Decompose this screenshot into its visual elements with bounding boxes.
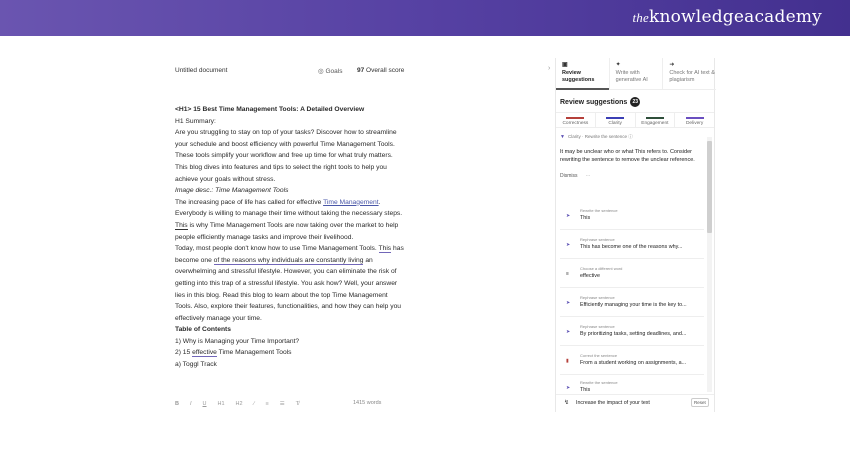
flagged-word-effective[interactable]: effective — [192, 349, 217, 357]
target-icon: ◎ — [318, 68, 324, 75]
suggestions-panel — [555, 58, 715, 412]
suggestion-item[interactable]: ➤ Rephrase sentence By prioritizing tasks, setting deadlines, and... — [560, 318, 704, 346]
expanded-suggestion-card[interactable]: ▼ Clarity · Rewrite the sentence ⓘ It may be unclear who or what This refers to. Consider rewriting the sentence to remove the unclear reference. Dismiss ⋯ — [560, 134, 705, 179]
clear-format-icon[interactable]: T̸ — [295, 401, 300, 407]
rephrase-icon: ➤ — [566, 329, 571, 335]
toc-item-2a: a) Toggl Track — [175, 361, 217, 369]
category-correctness[interactable]: Correctness — [556, 113, 596, 127]
underline-button[interactable]: U — [202, 401, 207, 407]
rewrite-icon: ➤ — [566, 213, 571, 219]
link-icon[interactable]: ∕ — [253, 401, 255, 407]
rephrase-icon: ➤ — [566, 242, 571, 248]
document-header — [175, 65, 535, 79]
time-management-link[interactable]: Time Management — [323, 198, 379, 206]
summary-paragraph: Are you struggling to stay on top of your tasks? Discover how to streamline your schedule and boost efficiency with powerful Time Management Tools. These tools simplify your workflow and free up time for what truly matters. This blog dives into features and tips to select the right tools to help you achieve your goals without stress. — [175, 129, 397, 183]
document-body[interactable] — [175, 104, 405, 371]
heading-line: <H1> 15 Best Time Management Tools: A Detailed Overview — [175, 106, 365, 113]
more-options-icon[interactable]: ⋯ — [585, 173, 591, 179]
heading2-button[interactable]: H2 — [235, 401, 243, 407]
document-title[interactable]: Untitled document — [175, 67, 228, 74]
tab-ai-plagiarism[interactable]: ➜ Check for AI text & plagiarism — [669, 62, 715, 83]
paragraph-2: Today, most people don't know how to use Time Management Tools. This has become one of the reasons why individuals are constantly living an overwhelming and stressful lifestyle. However, you can eliminate the risk of getting into this trap of a stressful lifestyle. You ask how? Well, your answer lies in this blog. Read this blog to learn about the top Time Management Tools. Also, explore their features, functionalities, and how they can help you effectively manage your time. — [175, 245, 404, 322]
suggestion-item[interactable]: ➤ Rephrase sentence Efficiently managing your time is the key to... — [560, 289, 704, 317]
brand-logo: theknowledgeacademy — [632, 7, 822, 27]
dismiss-button[interactable]: Dismiss — [560, 173, 578, 179]
reset-button[interactable]: Reset — [691, 398, 709, 407]
suggestions-list — [556, 130, 714, 392]
suggestion-item[interactable]: ➤ Rewrite the sentence This — [560, 374, 704, 392]
suggestion-count-badge: 23 — [630, 97, 640, 107]
suggestion-item[interactable]: ≡ Choose a different word effective — [560, 260, 704, 288]
goals-button[interactable]: ◎ Goals — [318, 68, 343, 75]
word-choice-icon: ≡ — [566, 271, 569, 277]
score-value: 97 — [357, 67, 365, 74]
panel-footer — [556, 394, 714, 410]
review-icon: ▣ — [562, 62, 568, 68]
brand-banner — [0, 0, 850, 36]
clarity-icon: ▼ — [560, 134, 565, 140]
increase-impact-text[interactable]: Increase the impact of your text — [576, 400, 650, 406]
image-description: Image desc.: Time Management Tools — [175, 187, 289, 195]
tab-generative-ai[interactable]: ✦ Write with generative AI — [610, 58, 664, 89]
suggestions-scrollbar[interactable] — [707, 137, 712, 392]
tab-review-suggestions[interactable]: ▣ Review suggestions — [556, 58, 610, 89]
category-delivery[interactable]: Delivery — [675, 113, 714, 127]
rewrite-icon: ➤ — [566, 385, 571, 391]
flagged-word-this-2[interactable]: This — [378, 245, 392, 253]
toc-item-1: 1) Why is Managing your Time Important? — [175, 337, 300, 345]
flagged-word-this[interactable]: This — [175, 221, 188, 229]
word-count[interactable]: 1415 words — [353, 400, 382, 406]
rephrase-icon: ➤ — [566, 300, 571, 306]
correctness-icon: ▮ — [566, 358, 569, 364]
category-engagement[interactable]: Engagement — [636, 113, 676, 127]
sparkle-icon: ✦ — [615, 62, 621, 68]
suggestion-explanation: It may be unclear who or what This refers to. Consider rewriting the sentence to remove the unclear reference. — [560, 149, 695, 163]
clarity-bar — [606, 117, 624, 119]
heading1-button[interactable]: H1 — [217, 401, 225, 407]
info-icon[interactable]: ⓘ — [628, 134, 633, 139]
category-clarity[interactable]: Clarity — [596, 113, 636, 127]
format-toolbar — [175, 399, 400, 409]
paragraph-1: The increasing pace of life has called for effective Time Management. Everybody is willing to manage their time without taking the necessary steps. This is why Time Management Tools are now taking over the market to help people efficiently manage tasks and improve their livelihood. — [175, 198, 403, 241]
bold-button[interactable]: B — [175, 401, 179, 407]
unordered-list-icon[interactable]: ☰ — [279, 401, 285, 407]
ordered-list-icon[interactable]: ≡ — [265, 401, 269, 407]
italic-button[interactable]: I — [189, 401, 192, 407]
scrollbar-thumb[interactable] — [707, 141, 712, 233]
toc-item-2: 2) 15 effective Time Management Tools — [175, 349, 292, 357]
suggestion-item[interactable]: ➤ Rephrase sentence This has become one of the reasons why... — [560, 231, 704, 259]
collapse-panel-icon[interactable]: › — [548, 65, 551, 72]
correctness-bar — [566, 117, 584, 119]
engagement-bar — [646, 117, 664, 119]
suggestion-item[interactable]: ➤ Rewrite the sentence This — [560, 202, 704, 230]
overall-score-button[interactable]: 97 Overall score — [357, 67, 405, 74]
arrow-icon: ➜ — [669, 62, 675, 68]
review-suggestions-heading: Review suggestions 23 — [560, 97, 640, 107]
flagged-phrase[interactable]: of the reasons why individuals are constantly living — [213, 256, 364, 264]
panel-tabs — [556, 58, 716, 90]
suggestion-item[interactable]: ▮ Correct the sentence From a student working on assignments, a... — [560, 347, 704, 375]
lightning-icon: ↯ — [564, 400, 570, 406]
toc-title: Table of Contents — [175, 326, 231, 334]
category-tabs — [556, 112, 714, 128]
summary-label: H1 Summary: — [175, 117, 216, 125]
delivery-bar — [686, 117, 704, 119]
